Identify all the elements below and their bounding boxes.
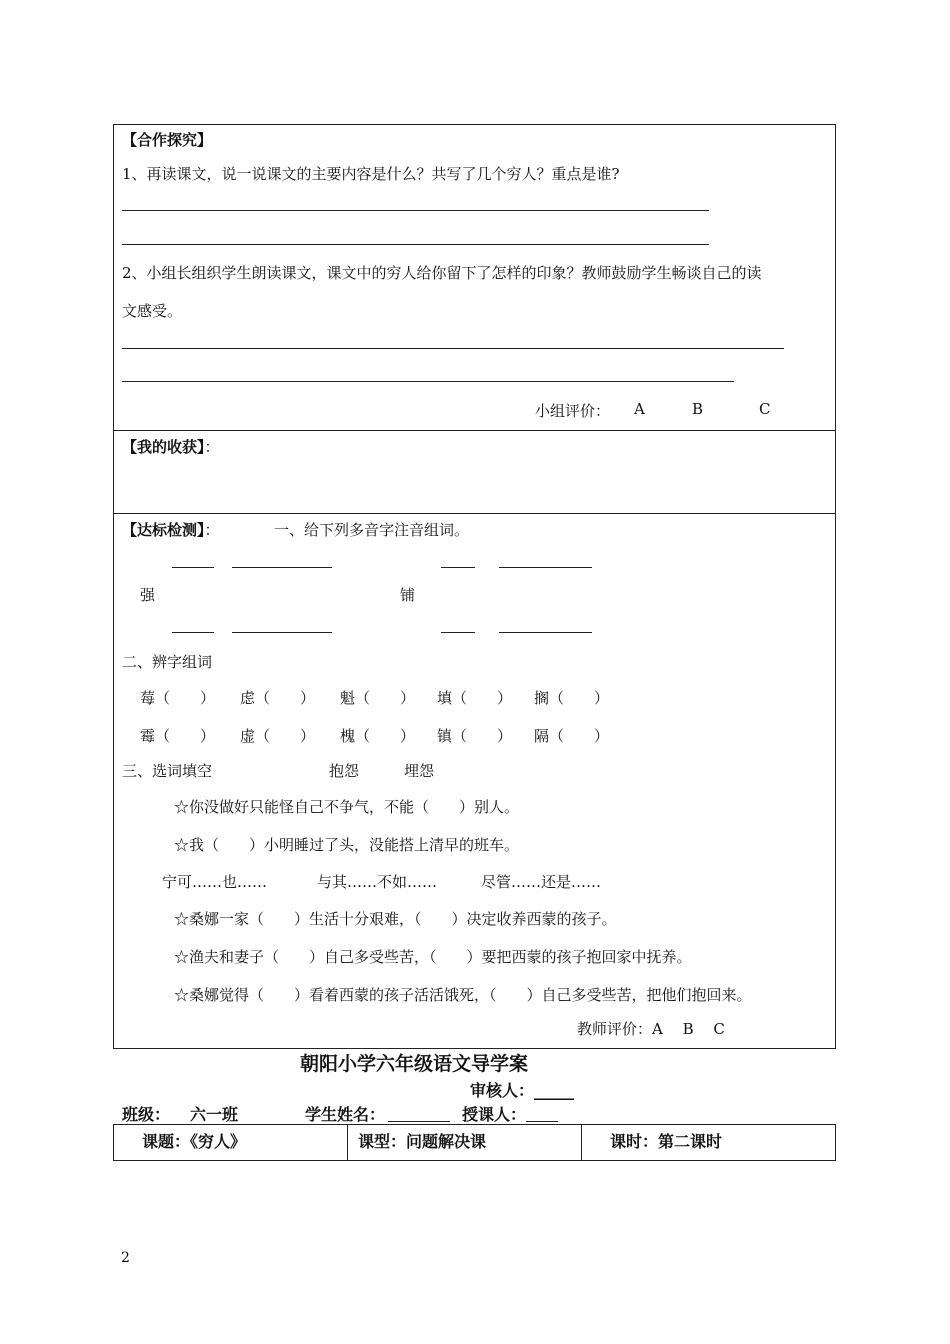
char-pu: 铺 [400,586,416,604]
char-item[interactable]: 镇（ ） [437,727,513,745]
topic-cell [114,1125,348,1160]
class-label: 班级： [122,1105,171,1124]
sentence-5[interactable]: ☆桑娜觉得（ ）看着西蒙的孩子活活饿死，（ ）自己多受些苦，把他们抱回来。 [174,986,752,1004]
question-2-line-2: 文感受。 [122,302,183,320]
pinyin-line[interactable] [172,632,214,633]
conjunction-3: 尽管……还是…… [481,873,602,891]
page-title: 朝阳小学六年级语文导学案 [300,1053,529,1075]
group-grade-c[interactable]: C [759,400,771,418]
teacher-name-line[interactable] [526,1121,558,1122]
word-choice-1: 抱怨 [329,762,360,780]
lesson-period: 课时：第二课时 [610,1132,723,1151]
teacher-eval: 教师评价：A B C [577,1020,725,1038]
char-item[interactable]: 隔（ ） [534,727,610,745]
part-1-title: 一、给下列多音字注音组词。 [274,521,470,539]
topic: 课题：《穷人》 [142,1132,247,1151]
word-line[interactable] [232,632,332,633]
answer-line-4[interactable] [122,381,734,382]
conjunction-1: 宁可……也…… [162,873,268,891]
harvest-colon: ： [204,438,220,456]
part-3-title: 三、选词填空 [122,762,213,780]
char-item[interactable]: 搁（ ） [534,689,610,707]
sentence-2[interactable]: ☆我（ ）小明睡过了头，没能搭上清早的班车。 [174,836,520,854]
char-item[interactable]: 填（ ） [437,689,513,707]
student-name-line[interactable] [388,1121,450,1122]
info-table [113,1124,836,1161]
part-2-title: 二、辨字组词 [122,653,213,671]
test-colon: ： [204,521,220,539]
group-grade-b[interactable]: B [692,400,704,418]
lesson-type: 课型：问题解决课 [358,1132,487,1151]
char-item[interactable]: 虚（ ） [240,727,316,745]
cooperation-section [113,124,836,431]
group-grade-a[interactable]: A [634,400,645,418]
page-number: 2 [121,1250,130,1266]
teacher-label: 授课人： [462,1105,527,1124]
char-item[interactable]: 虑（ ） [240,689,316,707]
char-item[interactable]: 魁（ ） [340,689,416,707]
student-label: 学生姓名： [305,1105,386,1124]
sentence-1[interactable]: ☆你没做好只能怪自己不争气，不能（ ）别人。 [174,798,520,816]
type-cell [348,1125,582,1160]
sentence-3[interactable]: ☆桑娜一家（ ）生活十分艰难，（ ）决定收养西蒙的孩子。 [174,910,617,928]
harvest-heading: 【我的收获】 [122,438,205,456]
group-eval-label: 小组评价： [535,402,611,420]
cooperation-heading: 【合作探究】 [122,131,213,149]
char-item[interactable]: 莓（ ） [140,689,216,707]
harvest-heading-wrap [122,436,220,457]
answer-line-3[interactable] [122,348,784,349]
char-item[interactable]: 槐（ ） [340,727,416,745]
answer-line-2[interactable] [122,244,709,245]
test-section [113,513,836,1049]
harvest-section [113,430,836,514]
test-heading-wrap [122,519,220,540]
pinyin-line[interactable] [441,567,475,568]
sentence-4[interactable]: ☆渔夫和妻子（ ）自己多受些苦，（ ）要把西蒙的孩子抱回家中抚养。 [174,948,692,966]
answer-line-1[interactable] [122,210,709,211]
word-line[interactable] [499,567,592,568]
char-item[interactable]: 霉（ ） [140,727,216,745]
conjunction-2: 与其……不如…… [317,873,438,891]
word-line[interactable] [232,567,332,568]
class-value: 六一班 [190,1105,239,1124]
word-line[interactable] [499,632,592,633]
question-2-line-1: 2、小组长组织学生朗读课文，课文中的穷人给你留下了怎样的印象？教师鼓励学生畅谈自己的读 [122,264,762,282]
word-choice-2: 埋怨 [404,762,435,780]
pinyin-line[interactable] [172,567,214,568]
question-1: 1、再读课文，说一说课文的主要内容是什么？共写了几个穷人？重点是谁? [122,165,620,183]
reviewer: 审核人：_____ [470,1081,575,1100]
pinyin-line[interactable] [441,632,475,633]
test-heading: 【达标检测】 [122,521,205,539]
char-qiang: 强 [140,586,156,604]
